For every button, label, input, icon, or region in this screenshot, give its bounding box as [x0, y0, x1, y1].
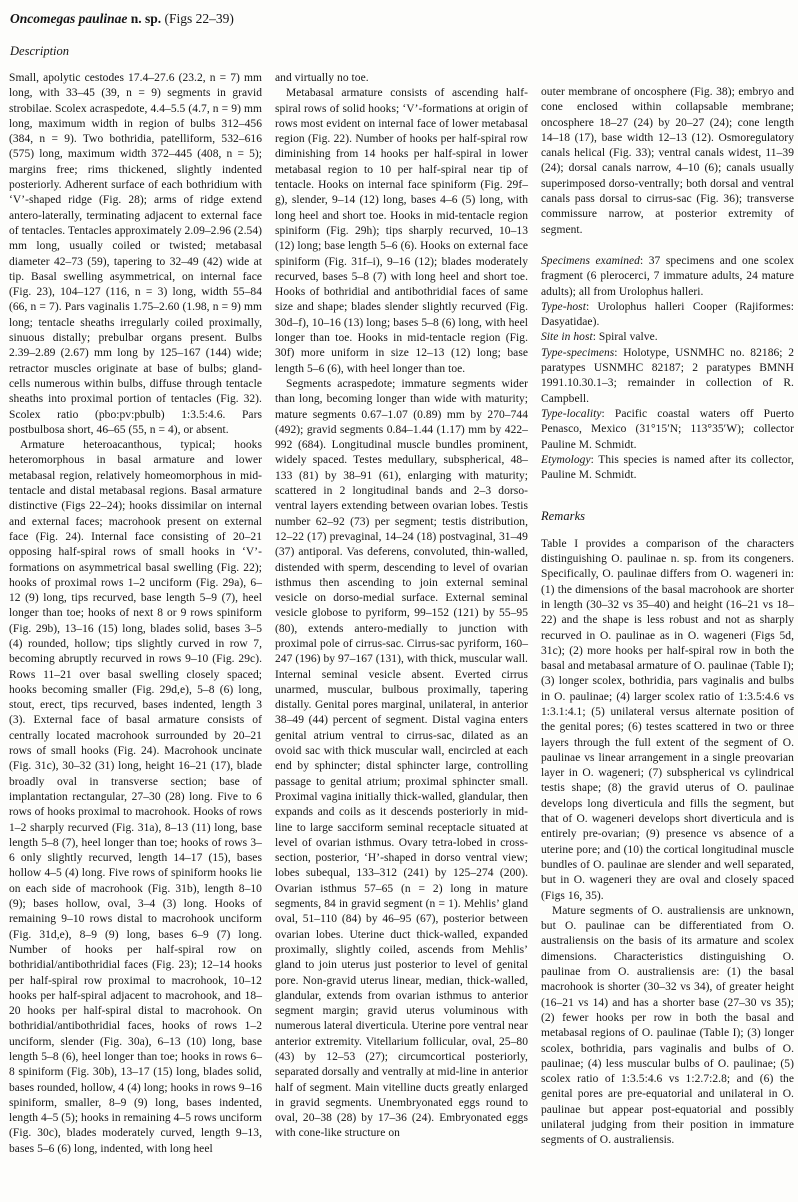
- taxonomy-entry: [541, 254, 794, 300]
- remarks-paragraph: Mature segments of O. australiensis are unknown, but O. paulinae can be differentiated from O. australiensis on the basis of its armature and scolex dimensions. Characteristics distinguishing O. paulinae from O. australiensis are: (1) the basal macrohook is shorter (30–32 vs 34), of greater height (16–21 vs 14) and has a shorter base (27–30 vs 35); (2) fewer hooks per row in both the basal and metabasal regions of O. paulinae (Table I); (3) longer scolex, bothridia, pars vaginalis and bulbs of O. paulinae; (4) less muscular bulbs of O. paulinae; (5) scolex ratio of 1:3.5:4.6 vs 1:2.7:2.8; and (6) the genital pores are pre-equatorial and unilateral in O. paulinae but appear post-equatorial and possibly unilateral judging from their position in immature segments of O. australiensis.: [541, 904, 794, 1147]
- continuation-line: and virtually no toe.: [275, 72, 369, 84]
- description-paragraph: Small, apolytic cestodes 17.4–27.6 (23.2, n = 7) mm long, with 33–45 (39, n = 9) segments in gravid strobilae. Scolex acraspedote, 4.4–5.5 (4.7, n = 9) mm long, maximum width in region of bulbs 312–456 (384, n = 9). Two bothridia, patelliform, 532–616 (575) long, maximum width 372–445 (408, n = 5); margins free; rims thickened, slightly indented posteriorly. Adherent surface of each bothridium with ‘V’-shaped ridge (Fig. 28); arms of ridge extend antero-laterally, terminating adjacent to external face of tentacles. Tentacles approximately 2.09–2.96 (2.54) mm long, usually coiled or twisted; metabasal diameter 42–73 (59), tapering to 32–49 (42) wide at tip. Basal swelling asymmetrical, on internal face (Fig. 23), 104–127 (116, n = 3) long, width 55–84 (66, n = 7). Pars vaginalis 1.75–2.60 (1.98, n = 9) mm long; tentacle sheaths irregularly coiled proximally, sinuous distally; prebulbar organs present. Bulbs 2.39–2.89 (2.67) mm long by 125–167 (144) wide; retractor muscles originate at base of bulbs; gland-cells numerous within bulbs, diffuse through tentacle sheaths into proximal portion of tentacles (Fig. 32). Scolex ratio (pbo:pv:pbulb) 1:3.5:4.6. Pars postbulbosa short, 46–65 (55, n = 4), or absent.: [9, 72, 263, 436]
- taxonomy-label: Site in host: [541, 331, 593, 344]
- continuation-line: outer membrane of oncosphere (Fig. 38); embryo and cone enclosed within collapsable membrane; oncosphere 18–27 (24) by 20–27 (24); cone length 14–18 (17), base width 12–13 (12). Osmoregulatory canals helical (Fig. 33); ventral canals widest, 11–39 (24); dorsal canals narrow, 4–10 (6); canals usually superimposed dorso-ventrally; both dorsal and ventral canals pass dorsal to cirrus-sac (Fig. 36); transverse commissure narrow, at posterior extremity of segment.: [541, 86, 794, 236]
- remarks-heading: Remarks: [541, 509, 586, 524]
- text-columns: [9, 71, 792, 1157]
- taxonomy-text: : Pacific coastal waters off Puerto Penasco, Mexico (31°15′N; 113°35′W); collector Pauline M. Schmidt.: [541, 407, 794, 451]
- taxonomy-label: Type-host: [541, 300, 586, 313]
- taxonomy-label: Type-locality: [541, 407, 602, 420]
- taxonomy-text: : Holotype, USNMHC no. 82186; 2 paratypes USNMHC 82187; 2 paratypes BMNH 1991.10.30.1–3; remainder in collection of R. Campbell.: [541, 346, 794, 405]
- taxonomy-entry: [541, 300, 794, 331]
- column-3: [541, 71, 794, 1157]
- taxonomy-label: Specimens examined: [541, 254, 640, 267]
- column-2: [275, 71, 528, 1157]
- column-1: [9, 71, 262, 1157]
- taxonomy-text: : Urolophus halleri Cooper (Rajiformes: Dasyatidae).: [541, 300, 794, 329]
- taxonomy-entry: [541, 346, 794, 407]
- figure-reference: (Figs 22–39): [164, 11, 234, 26]
- remarks-paragraph: Table I provides a comparison of the characters distinguishing O. paulinae n. sp. from its congeners. Specifically, O. paulinae differs from O. wageneri in: (1) the dimensions of the basal macrohook are shorter in length (30–32 vs 35–40) and height (16–21 vs 18–22) and the shape is less robust and not as sharply recurved in O. paulinae as in O. wageneri (Figs 5d, 31c); (2) more hooks per half-spiral row in both the basal and metabasal armature of O. paulinae (Table I); (3) longer scolex, bothridia, pars vaginalis and bulbs in O. paulinae; (4) larger scolex ratio of 1:3.5:4.6 vs 1:3.1:4.1; (5) unilateral versus alternate position of the genital pores; (6) testes scattered in two or three layers through the full extent of the segment of O. paulinae vs linear arrangement in a single preovarian layer in O. wageneri; (7) subspherical vs cylindrical testis shape; (8) the gravid uterus of O. paulinae develops long diverticula and fills the segment, but that of O. wageneri develops short diverticula and is entirely pre-ovarian; (9) presence vs absence of a uterine pore; and (10) the cortical longitudinal muscle bundles of O. paulinae are slender and well separated, but in O. wageneri they are oval and closely spaced (Figs 16, 35).: [541, 537, 794, 902]
- taxonomy-label: Type-specimens: [541, 346, 615, 359]
- description-paragraph: Segments acraspedote; immature segments wider than long, becoming longer than wide with maturity; mature segments 0.67–1.07 (0.89) mm by 270–744 (492); gravid segments 0.84–1.44 (1.17) mm by 422–992 (684). Longitudinal muscle bundles prominent, widely spaced. Testes medullary, subspherical, 48–133 (81) by 38–91 (61), enlarging with maturity; scattered in 2 longitudinal bands and 2–3 dorso-ventral layers extending between ovarian lobes. Testis number 62–92 (73) per segment; testis distribution, 12–22 (17) prevaginal, 14–24 (18) postvaginal, 31–49 (37) antiporal. Vas deferens, convoluted, thin-walled, distended with sperm, descending to level of ovarian isthmus then ascending to join external seminal vesicle on dorso-medial surface. External seminal vesicle globose to pyriform, 99–152 (121) by 55–95 (80), extends antero-medially to junction with proximal pole of cirrus-sac. Cirrus-sac pyriform, 160–247 (196) by 97–167 (131), with thick, muscular wall. Internal seminal vesicle absent. Everted cirrus unarmed, muscular, bulbous proximally, tapering distally. Genital pores marginal, unilateral, in anterior 38–49 (44) percent of segment. Distal vagina enters genital atrium ventral to cirrus-sac, dilated as an ovoid sac with thick muscular wall, encircled at each end by sphincter; distal sphincter large, controlling passage to genital atrium; proximal sphincter small. Proximal vagina initially thick-walled, glandular, then expands and coils as it descends posteriorly in mid-line to large sacciform seminal receptacle situated at level of ovarian isthmus. Ovary tetra-lobed in cross-section, posterior, ‘H’-shaped in dorso ventral view; lobes subequal, 133–312 (241) by 125–274 (200). Ovarian isthmus 57–65 (n = 2) long in mature segments, 84 in gravid segment (n = 1). Mehlis’ gland oval, 51–110 (84) by 46–95 (67), posterior between ovarian lobes. Uterine duct thick-walled, expanded proximally, slightly coiled, ascends from Mehlis’ gland to join uterus just posterior to level of genital pore. Non-gravid uterus linear, median, thick-walled, glandular, extends from ovarian isthmus to anterior segment margin; gravid uterus voluminous with numerous lateral diverticula. Uterine pore ventral near anterior extremity. Vitellarium follicular, oval, 25–80 (43) by 12–53 (27); circumcortical posteriorly, separated dorsally and ventrally at mid-line in anterior half of segment. Main vitelline ducts greatly enlarged in gravid segments. Unembryonated eggs round to oval, 20–38 (28) by 17–36 (24). Embryonated eggs with cone-like structure on: [275, 377, 528, 1140]
- taxonomy-entry: [541, 330, 794, 345]
- description-heading: Description: [10, 44, 70, 58]
- species-name: Oncomegas paulinae: [10, 11, 128, 26]
- taxonomy-label: Etymology: [541, 453, 591, 466]
- new-species-designation: n. sp.: [127, 11, 165, 26]
- taxonomy-text: : 37 specimens and one scolex fragment (6 plerocerci, 7 immature adults, 24 mature adults); all from Urolophus halleri.: [541, 254, 794, 298]
- taxonomy-text: : This species is named after its collector, Pauline M. Schmidt.: [541, 453, 794, 482]
- taxonomy-entry: [541, 453, 794, 484]
- article-title: [10, 11, 792, 27]
- taxonomy-entry: [541, 407, 794, 453]
- description-paragraph: Metabasal armature consists of ascending half-spiral rows of solid hooks; ‘V’-formations at origin of rows most evident on internal face of lower metabasal region (Fig. 22). Number of hooks per half-spiral row diminishing from 14 hooks per half-spiral in lower metabasal region to 10 per half-spiral near tip of tentacle. Hooks on internal face spiniform (Fig. 29f–g), slender, 9–14 (12) long, bases 4–6 (5) long, with long heel and short toe. Hooks in mid-tentacle region spiniform (Fig. 29h); tips sharply recurved, 10–13 (12) long; base length 5–6 (6). Hooks on external face spiniform (Fig. 31f–i), 9–16 (12); blades moderately recurved, bases 5–8 (7) with long heel and short toe. Hooks of bothridial and antibothridial faces of same size and shape; blades slender slightly recurved (Fig. 30d–f), 10–16 (13) long; bases 5–8 (6) long, with heel longer than toe. Hooks in mid-tentacle region (Fig. 30f) more uniform in size 12–13 (12) long; base length 5–6 (6), with heel longer than toe.: [275, 87, 528, 375]
- description-paragraph: Armature heteroacanthous, typical; hooks heteromorphous in basal armature and lower metabasal region, relatively homeomorphous in mid-tentacle and distal metabasal regions. Basal armature distinctive (Figs 22–24); hooks dissimilar on internal and external faces; macrohook present on external face (Fig. 24). Internal face consisting of 20–21 opposing half-spiral rows of small hooks in ‘V’-formations on asymmetrical basal swelling (Fig. 22); hooks of proximal rows 1–2 unciform (Fig. 29a), 6–12 (9) long, tips recurved, base length 5–9 (7), heel longer than toe; hooks of next 8 or 9 rows spiniform (Fig. 29b), 13–16 (15) long, blades solid, bases 3–5 (4) rounded, hollow; tips slightly curved in row 7, becoming abruptly recurved in rows 9–10 (Fig. 29c). Rows 11–21 over basal swelling closely spaced; hooks becoming smaller (Fig. 29d,e), 5–8 (6) long, stout, erect, tips recurved, bases indented, length 3 (3). External face of basal armature consists of centrally located macrohook surrounded by 20–21 rows of small hooks (Fig. 24). Macrohook uncinate (Fig. 31c), 30–32 (31) long, height 16–21 (17), blade broadly oval in transverse section; base of implantation rectangular, 27–30 (28) long. Five to 6 rows of hooks proximal to macrohook. Hooks of rows 1–2 sharply recurved (Fig. 31a), 8–13 (11) long, base length 5–8 (7), heel longer than toe; hooks of rows 3–6 only slightly recurved, length 14–17 (15), bases hollow 4–5 (4) long. Five rows of spiniform hooks lie on each side of macrohook (Fig. 31b), length 8–10 (9); bases hollow, oval, 3–4 (3) long. Hooks of remaining 9–10 rows distal to macrohook unciform (Fig. 31d,e), 8–9 (9) long, bases 6–9 (7) long. Number of hooks per half-spiral row on bothridial/antibothridial faces (Fig. 23); 12–14 hooks per half-spiral row proximal to macrohook, 10–12 hooks per half-spiral adjacent to macrohook, and 18–20 hooks per half-spiral distal to macrohook. On bothridial/antibothridial faces, hooks of rows 1–2 unciform, slender (Fig. 30a), 6–13 (10) long, base length 5–8 (6), heel longer than toe; hooks in rows 6–8 spiniform (Fig. 30b), 13–17 (15) long, blades solid, bases rounded, hollow, 4 (4) long; hooks in rows 9–16 spiniform, smaller, 8–9 (9) long, bases indented, length 4–5 (5); hooks in remaining 4–5 rows unciform (Fig. 30c), blades moderately curved, length 9–13, bases 5–6 (6) long, indented, with long heel: [9, 439, 263, 1155]
- taxonomy-text: : Spiral valve.: [592, 331, 658, 344]
